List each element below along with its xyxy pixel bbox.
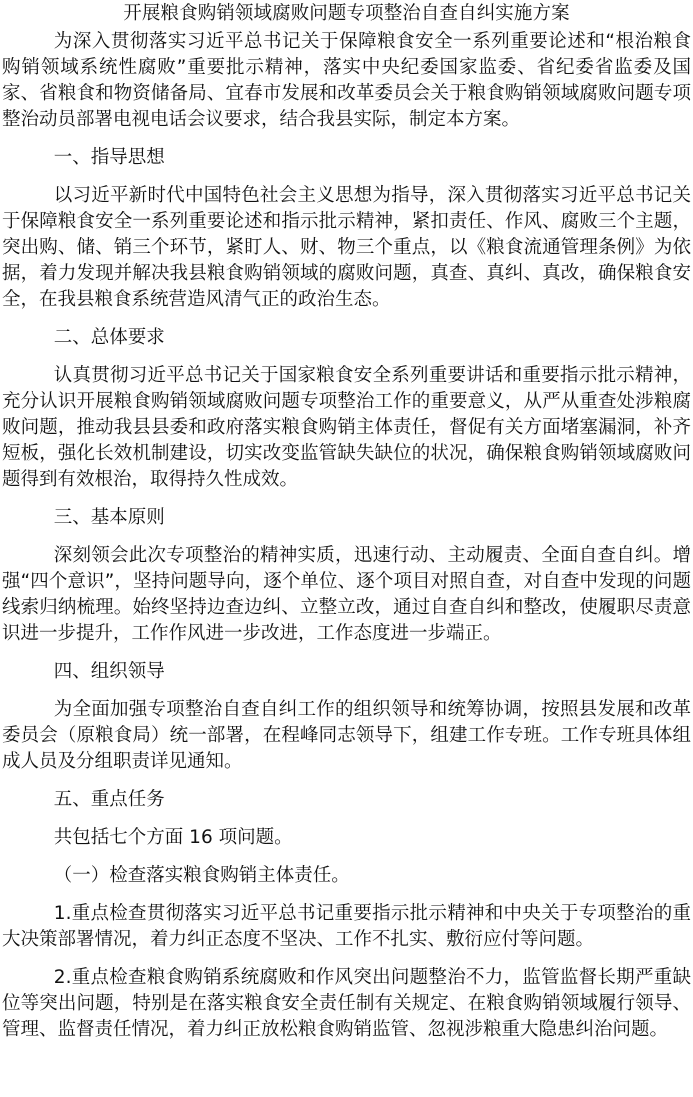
- spacer: [2, 351, 691, 363]
- spacer: [2, 813, 691, 825]
- spacer: [2, 889, 691, 901]
- section-body-overall-requirements: 认真贯彻习近平总书记关于国家粮食安全系列重要讲话和重要指示批示精神，充分认识开展粮食购销领域腐败问题专项整治工作的重要意义，从严从重查处涉粮腐败问题，推动我县县委和政府落实粮食购销主体责任，督促有关方面堵塞漏洞，补齐短板，强化长效机制建设，切实改变监管缺失缺位的状况，确保粮食购销领域腐败问题得到有效根治，取得持久性成效。: [2, 365, 691, 490]
- document-title: 开展粮食购销领域腐败问题专项整治自查自纠实施方案: [123, 3, 570, 24]
- spacer: [2, 171, 691, 183]
- section-heading-basic-principles: 三、基本原则: [53, 507, 165, 528]
- section-body-guiding-ideology: 以习近平新时代中国特色社会主义思想为指导，深入贯彻落实习近平总书记关于保障粮食安全一系列重要论述和指示批示精神，紧扣责任、作风、腐败三个主题，突出购、储、销三个环节，紧盯人、财、物三个重点，以《粮食流通管理条例》为依据，着力发现并解决我县粮食购销领域的腐败问题，真查、真纠、真改，确保粮食安全，在我县粮食系统营造风清气正的政治生态。: [2, 185, 691, 310]
- list-item: 2.重点检查粮食购销系统腐败和作风突出问题整治不力，监管监督长期严重缺位等突出问题，特别是在落实粮食安全责任制有关规定、在粮食购销领域履行领导、管理、监督责任情况，着力纠正放松粮食购销监管、忽视涉粮重大隐患纠治问题。: [2, 967, 691, 1040]
- section-heading-organization: 四、组织领导: [53, 661, 165, 682]
- spacer: [2, 775, 691, 787]
- spacer: [2, 851, 691, 863]
- subheading-main-responsibility: （一）检查落实粮食购销主体责任。: [53, 865, 350, 886]
- spacer: [2, 493, 691, 505]
- section-body-organization: 为全面加强专项整治自查自纠工作的组织领导和统筹协调，按照县发展和改革委员会（原粮食局）统一部署，在程峰同志领导下，组建工作专班。工作专班具体组成人员及分组职责详见通知。: [2, 699, 691, 772]
- spacer: [2, 953, 691, 965]
- section-body-key-tasks: 共包括七个方面 16 项问题。: [53, 827, 293, 848]
- spacer: [2, 647, 691, 659]
- intro-paragraph: 为深入贯彻落实习近平总书记关于保障粮食安全一系列重要论述和“根治粮食购销领域系统性腐败”重要批示精神，落实中央纪委国家监委、省纪委省监委及国家、省粮食和物资储备局、宜春市发展和改革委员会关于粮食购销领域腐败问题专项整治动员部署电视电话会议要求，结合我县实际，制定本方案。: [2, 31, 691, 130]
- spacer: [2, 313, 691, 325]
- spacer: [2, 685, 691, 697]
- spacer: [2, 133, 691, 145]
- section-heading-overall-requirements: 二、总体要求: [53, 327, 165, 348]
- section-body-basic-principles: 深刻领会此次专项整治的精神实质，迅速行动、主动履责、全面自查自纠。增强“四个意识”，坚持问题导向，逐个单位、逐个项目对照自查，对自查中发现的问题线索归纳梳理。始终坚持边查边纠、立整立改，通过自查自纠和整改，使履职尽责意识进一步提升，工作作风进一步改进，工作态度进一步端正。: [2, 545, 691, 644]
- section-heading-key-tasks: 五、重点任务: [53, 789, 165, 810]
- list-item: 1.重点检查贯彻落实习近平总书记重要指示批示精神和中央关于专项整治的重大决策部署情况，着力纠正态度不坚决、工作不扎实、敷衍应付等问题。: [2, 903, 691, 950]
- section-heading-guiding-ideology: 一、指导思想: [53, 147, 165, 168]
- spacer: [2, 531, 691, 543]
